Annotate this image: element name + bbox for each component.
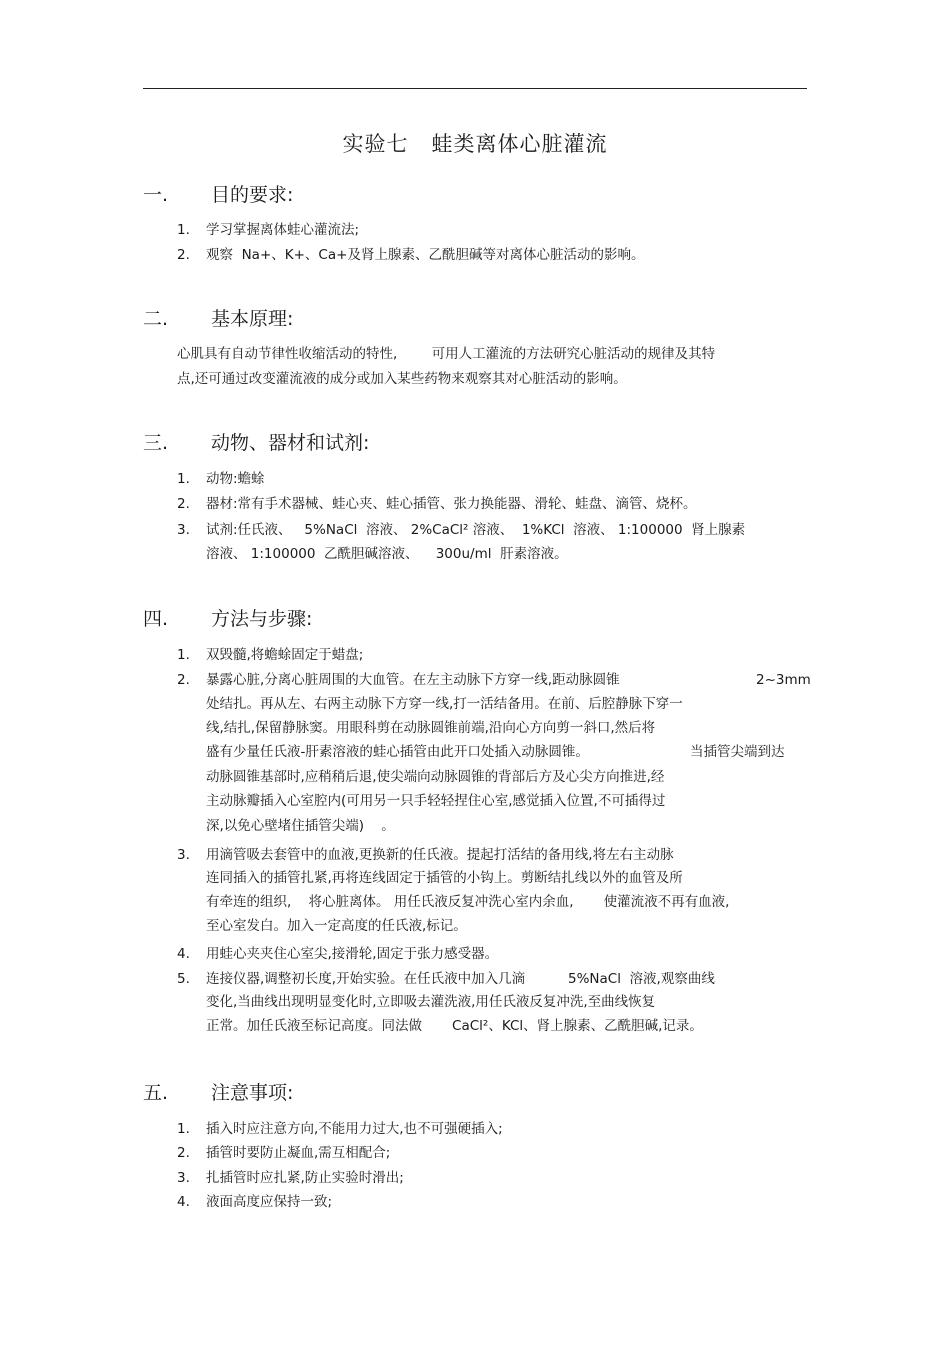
item-number: 4. [177, 946, 190, 962]
item-number: 2. [177, 672, 190, 688]
section-number: 一. [143, 184, 169, 206]
item-text-continued: 处结扎。再从左、右两主动脉下方穿一线,打一活结备用。在前、后腔静脉下穿一 [206, 696, 683, 712]
page-title: 实验七 蛙类离体心脏灌流 [342, 132, 608, 156]
item-text: 连接仪器,调整初长度,开始实验。在任氏液中加入几滴 5%NaCl 溶液,观察曲线 [206, 971, 715, 987]
item-text-continued: 盛有少量任氏液-肝素溶液的蛙心插管由此开口处插入动脉圆锥。 [206, 744, 589, 760]
item-text: 插管时要防止凝血,需互相配合; [206, 1145, 391, 1161]
item-number: 3. [177, 847, 190, 863]
item-text-continued: 当插管尖端到达 [690, 744, 785, 760]
item-text-continued: 有牵连的组织, 将心脏离体。 用任氏液反复冲洗心室内余血, 使灌流液不再有血液, [206, 894, 730, 910]
section-number: 三. [143, 432, 169, 454]
section-2-heading [143, 304, 293, 331]
section-title: 注意事项: [211, 1082, 294, 1104]
item-text: 学习掌握离体蛙心灌流法; [206, 222, 360, 238]
item-text: 插入时应注意方向,不能用力过大,也不可强硬插入; [206, 1121, 503, 1137]
paragraph-line: 心肌具有自动节律性收缩活动的特性, 可用人工灌流的方法研究心脏活动的规律及其特 [177, 346, 716, 362]
section-title: 方法与步骤: [211, 608, 313, 630]
item-text-continued: 深,以免心壁堵住插管尖端) 。 [206, 818, 395, 834]
item-text-continued: 连同插入的插管扎紧,再将连线固定于插管的小钩上。剪断结扎线以外的血管及所 [206, 870, 683, 886]
item-number: 2. [177, 247, 190, 263]
item-text: 用蛙心夹夹住心室尖,接滑轮,固定于张力感受器。 [206, 946, 499, 962]
item-number: 3. [177, 522, 190, 538]
item-number: 1. [177, 647, 190, 663]
item-text-continued: 正常。加任氏液至标记高度。同法做 CaCl²、KCl、肾上腺素、乙酰胆碱,记录。 [206, 1018, 703, 1034]
item-text-continued: 至心室发白。加入一定高度的任氏液,标记。 [206, 918, 467, 934]
item-number: 1. [177, 471, 190, 487]
item-text-continued: 动脉圆锥基部时,应稍稍后退,使尖端向动脉圆锥的背部后方及心尖方向推进,经 [206, 769, 665, 785]
item-text: 用滴管吸去套管中的血液,更换新的任氏液。提起打活结的备用线,将左右主动脉 [206, 847, 674, 863]
section-5-heading [143, 1078, 293, 1105]
measurement-text: 2~3mm [756, 672, 811, 688]
paragraph-line: 点,还可通过改变灌流液的成分或加入某些药物来观察其对心脏活动的影响。 [177, 371, 627, 387]
item-number: 2. [177, 1145, 190, 1161]
item-text: 试剂:任氏液、 5%NaCl 溶液、 2%CaCl² 溶液、 1%KCl 溶液、 1:100000 肾上腺素 [206, 522, 746, 538]
header-rule [143, 88, 807, 89]
item-number: 1. [177, 222, 190, 238]
section-title: 动物、器材和试剂: [211, 432, 370, 454]
item-text: 液面高度应保持一致; [206, 1194, 333, 1210]
item-text: 器材:常有手术器械、蛙心夹、蛙心插管、张力换能器、滑轮、蛙盘、滴管、烧杯。 [206, 496, 697, 512]
item-text-continued: 主动脉瓣插入心室腔内(可用另一只手轻轻捏住心室,感觉插入位置,不可插得过 [206, 793, 666, 809]
item-text: 观察 Na+、K+、Ca+及肾上腺素、乙酰胆碱等对离体心脏活动的影响。 [206, 247, 645, 263]
item-text: 扎插管时应扎紧,防止实验时滑出; [206, 1170, 404, 1186]
item-number: 4. [177, 1194, 190, 1210]
item-text-continued: 溶液、 1:100000 乙酰胆碱溶液、 300u/ml 肝素溶液。 [206, 546, 568, 562]
section-title: 目的要求: [211, 184, 294, 206]
item-number: 3. [177, 1170, 190, 1186]
item-number: 2. [177, 496, 190, 512]
item-text-continued: 变化,当曲线出现明显变化时,立即吸去灌洗液,用任氏液反复冲洗,至曲线恢复 [206, 994, 656, 1010]
item-text: 暴露心脏,分离心脏周围的大血管。在左主动脉下方穿一线,距动脉圆锥 [206, 672, 620, 688]
section-number: 二. [143, 308, 169, 330]
section-4-heading [143, 604, 312, 631]
item-number: 5. [177, 971, 190, 987]
item-text: 双毁髓,将蟾蜍固定于蜡盘; [206, 647, 364, 663]
section-3-heading [143, 428, 369, 455]
item-number: 1. [177, 1121, 190, 1137]
item-text-continued: 线,结扎,保留静脉窦。用眼科剪在动脉圆锥前端,沿向心方向剪一斜口,然后将 [206, 720, 656, 736]
section-1-heading [143, 180, 293, 207]
section-number: 五. [143, 1082, 169, 1104]
item-text: 动物:蟾蜍 [206, 471, 265, 487]
section-title: 基本原理: [211, 308, 294, 330]
section-number: 四. [143, 608, 169, 630]
